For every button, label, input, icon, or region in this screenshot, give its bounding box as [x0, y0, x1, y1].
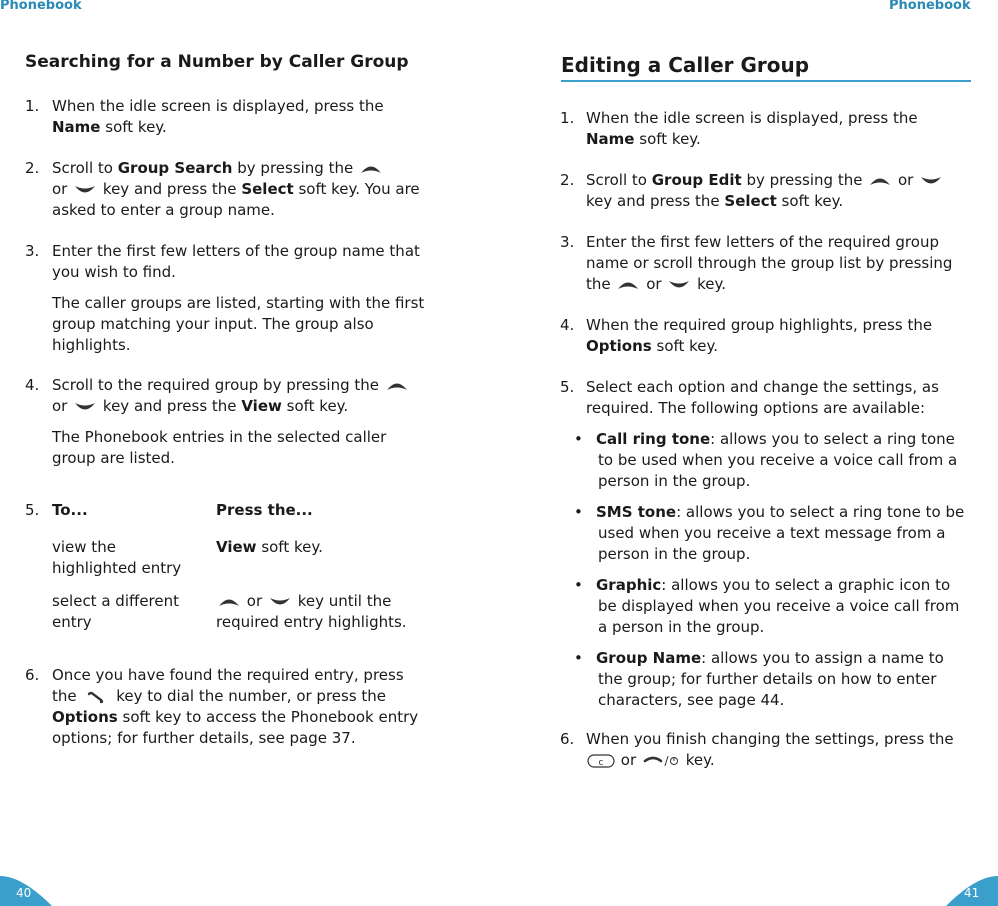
col-header-to: To...	[52, 501, 88, 519]
list-item: • Graphic: allows you to select a graphic icon to be displayed when you receive a voice call from a person in the group.	[574, 576, 960, 636]
table-cell: or key until the required entry highlights.	[216, 592, 407, 631]
running-header: Phonebook	[0, 0, 82, 13]
down-key-icon	[267, 595, 293, 609]
send-key-icon	[81, 689, 111, 705]
down-key-icon	[72, 400, 98, 414]
down-key-icon	[918, 174, 944, 188]
table-cell: select a different entry	[52, 592, 180, 631]
running-header: Phonebook	[889, 0, 971, 13]
left-page: Phonebook Searching for a Number by Caller Group 1. When the idle screen is displayed, press the Name soft key. 2. Scroll to Group Search by pressing the or key and press the Select soft key. You are asked to enter a group name. 3. Enter the first few letters of the group name that you wish to find. The caller groups are listed, starting with the first group matching your input. The group also highlights. 4. Scroll to the required group by pressing the or key and press the View soft key. The Phonebook entries in the selected caller group are listed. 5. To... Press the... view the highlighted entry View soft key. select a different entry or key until the required entry highlights. 6. Once you have found the required entry, press the key to dial the number, or press the Options soft key to access the Phonebook entry options; for further details, see page 37. 40	[0, 0, 499, 906]
list-item: • Call ring tone: allows you to select a ring tone to be used when you receive a voice call from a person in the group.	[574, 430, 958, 490]
list-item: • Group Name: allows you to assign a name to the group; for further details on how to enter characters, see page 44.	[574, 649, 944, 709]
page-number: 40	[0, 876, 52, 906]
col-header-press: Press the...	[216, 501, 313, 519]
end-power-key-icon	[641, 753, 681, 769]
svg-text:c: c	[598, 757, 604, 768]
title-rule	[561, 80, 971, 82]
list-item: • SMS tone: allows you to select a ring tone to be used when you receive a text message from a person in the group.	[574, 503, 965, 563]
up-key-icon	[358, 162, 384, 176]
page-number: 41	[946, 876, 998, 906]
clear-key-icon	[586, 753, 616, 769]
table-cell: view the highlighted entry	[52, 538, 182, 577]
up-key-icon	[615, 278, 641, 292]
up-key-icon	[216, 595, 242, 609]
up-key-icon	[867, 174, 893, 188]
up-key-icon	[384, 379, 410, 393]
table-cell: View soft key.	[216, 538, 323, 556]
right-page: Phonebook Editing a Caller Group 1. When the idle screen is displayed, press the Name soft key. 2. Scroll to Group Edit by pressing the or key and press the Select soft key. 3. Enter the first few letters of the required group name or scroll through the group list by pressing the or key. 4. When the required group highlights, press the Options soft key. 5. Select each option and change the settings, as required. The following options are available: • Call ring tone: allows you to select a ring tone to be used when you receive a voice call from a person in the group. • SMS tone: allows you to select a ring tone to be used when you receive a text message from a person in the group. • Graphic: allows you to select a graphic icon to be displayed when you receive a voice call from a person in the group. • Group Name: allows you to assign a name to the group; for further details on how to enter characters, see page 44. 6. When you finish changing the settings, press the c or key. 41	[499, 0, 998, 906]
down-key-icon	[72, 183, 98, 197]
section-title: Searching for a Number by Caller Group	[25, 52, 409, 72]
section-title: Editing a Caller Group	[561, 53, 810, 77]
down-key-icon	[666, 278, 692, 292]
